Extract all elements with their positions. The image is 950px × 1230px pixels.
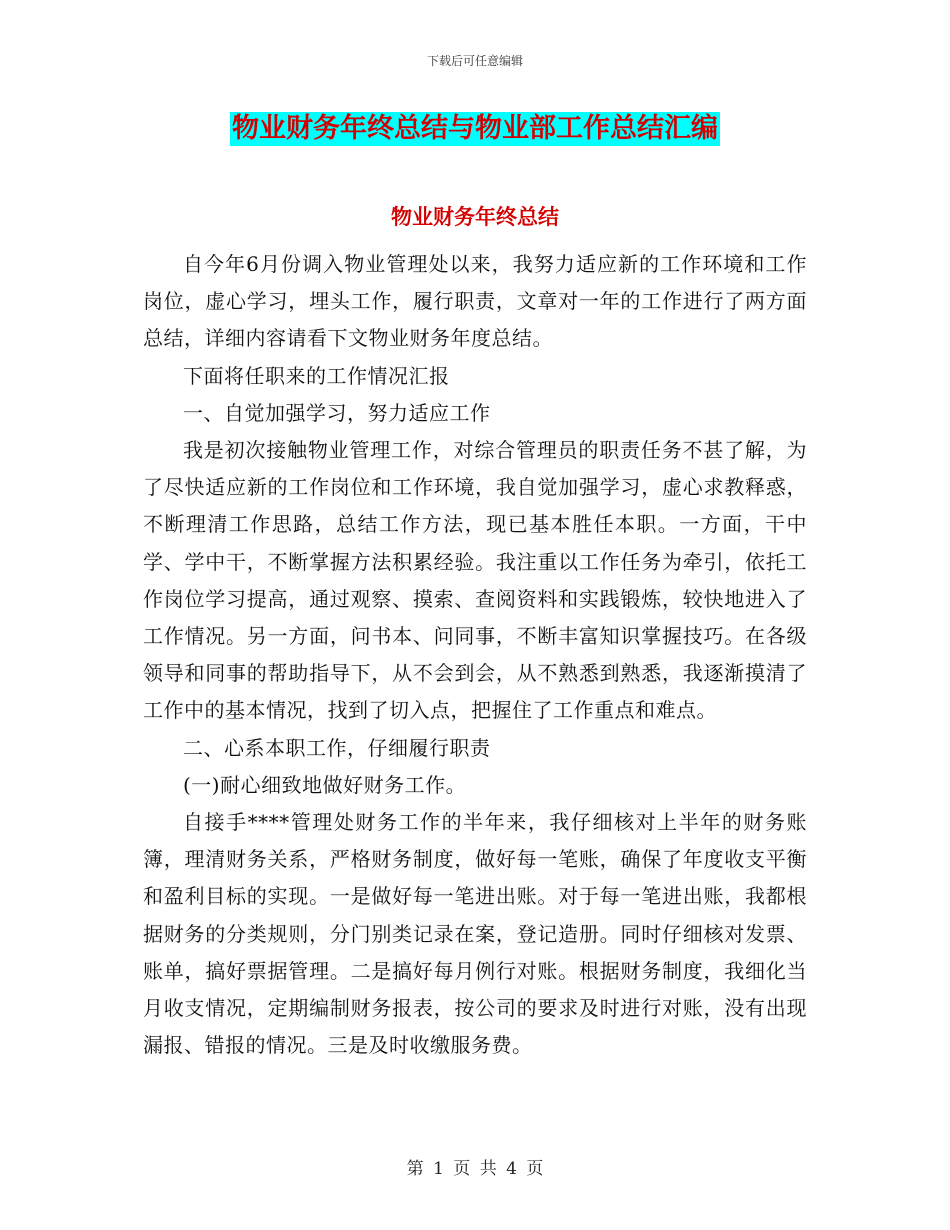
main-title: 物业财务年终总结与物业部工作总结汇编 [232, 113, 718, 144]
paragraph-report-lead: 下面将任职来的工作情况汇报 [183, 363, 450, 388]
page-indicator: 第 1 页 共 4 页 [406, 1159, 544, 1179]
header-note: 下载后可任意编辑 [426, 54, 523, 68]
heading-part-one: 一、自觉加强学习，努力适应工作 [183, 400, 491, 425]
section-title: 物业财务年终总结 [391, 204, 559, 229]
paragraph-intro: 自今年6月份调入物业管理处以来，我努力适应新的工作环境和工作岗位，虚心学习，埋头工作，履行职责，文章对一年的工作进行了两方面总结，详细内容请看下文物业财务年度总结。 [143, 252, 807, 351]
subheading-finance-work: (一)耐心细致地做好财务工作。 [183, 772, 467, 797]
paragraph-part-one: 我是初次接触物业管理工作，对综合管理员的职责任务不甚了解，为了尽快适应新的工作岗位和工作环境，我自觉加强学习，虚心求教释惑，不断理清工作思路，总结工作方法，现已基本胜任本职。一方面，干中学、学中干，不断掌握方法积累经验。我注重以工作任务为牵引，依托工作岗位学习提高，通过观察、摸索、查阅资料和实践锻炼，较快地进入了工作情况。另一方面，问书本、问同事，不断丰富知识掌握技巧。在各级领导和同事的帮助指导下，从不会到会，从不熟悉到熟悉，我逐渐摸清了工作中的基本情况，找到了切入点，把握住了工作重点和难点。 [143, 438, 807, 723]
heading-part-two: 二、心系本职工作，仔细履行职责 [183, 735, 491, 760]
document-body [143, 246, 807, 1064]
paragraph-finance-work: 自接手****管理处财务工作的半年来，我仔细核对上半年的财务账簿，理清财务关系，严格财务制度，做好每一笔账，确保了年度收支平衡和盈利目标的实现。一是做好每一笔进出账。对于每一笔进出账，我都根据财务的分类规则，分门别类记录在案，登记造册。同时仔细核对发票、账单，搞好票据管理。二是搞好每月例行对账。根据财务制度，我细化当月收支情况，定期编制财务报表，按公司的要求及时进行对账，没有出现漏报、错报的情况。三是及时收缴服务费。 [143, 810, 807, 1058]
main-title-container [0, 112, 950, 146]
